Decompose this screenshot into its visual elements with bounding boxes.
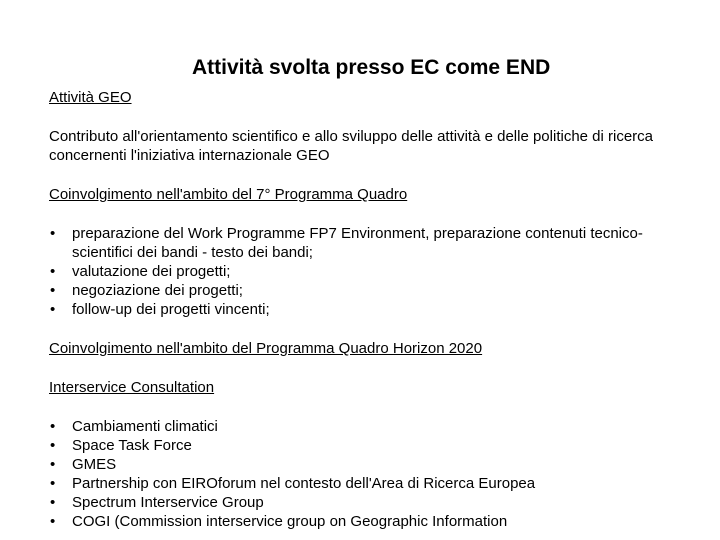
list-item: • Partnership con EIROforum nel contesto dell'Area di Ricerca Europea — [50, 475, 536, 492]
list-item: • valutazione dei progetti; — [50, 263, 231, 280]
bullet-icon: • — [50, 301, 56, 318]
slide-body — [49, 88, 669, 531]
list-item: • preparazione del Work Programme FP7 Environment, preparazione contenuti tecnico-scientifici dei bandi - testo dei bandi; — [50, 225, 643, 261]
bullet-icon: • — [50, 437, 56, 454]
section-geo-text: Contributo all'orientamento scientifico e allo sviluppo delle attività e delle politiche di ricerca concernenti l'iniziativa internazionale GEO — [49, 128, 654, 164]
isc-bullet-list — [49, 417, 669, 531]
section-h2020-heading: Coinvolgimento nell'ambito del Programma Quadro Horizon 2020 — [49, 340, 483, 357]
bullet-icon: • — [50, 282, 56, 299]
list-item: • GMES — [50, 456, 117, 473]
list-item: • follow-up dei progetti vincenti; — [50, 301, 270, 318]
bullet-icon: • — [50, 225, 56, 242]
bullet-icon: • — [50, 494, 56, 511]
section-fp7-heading: Coinvolgimento nell'ambito del 7° Programma Quadro — [49, 186, 408, 203]
fp7-bullet-list — [49, 224, 669, 319]
list-item: • COGI (Commission interservice group on Geographic Information — [50, 513, 508, 530]
list-item: • Spectrum Interservice Group — [50, 494, 264, 511]
bullet-icon: • — [50, 418, 56, 435]
bullet-icon: • — [50, 456, 56, 473]
section-geo-heading: Attività GEO — [49, 89, 132, 106]
section-isc-heading: Interservice Consultation — [49, 379, 215, 396]
list-item: • Space Task Force — [50, 437, 192, 454]
slide-title: Attività svolta presso EC come END — [192, 56, 551, 79]
bullet-icon: • — [50, 263, 56, 280]
bullet-icon: • — [50, 475, 56, 492]
list-item: • negoziazione dei progetti; — [50, 282, 243, 299]
bullet-icon: • — [50, 513, 56, 530]
list-item: • Cambiamenti climatici — [50, 418, 218, 435]
